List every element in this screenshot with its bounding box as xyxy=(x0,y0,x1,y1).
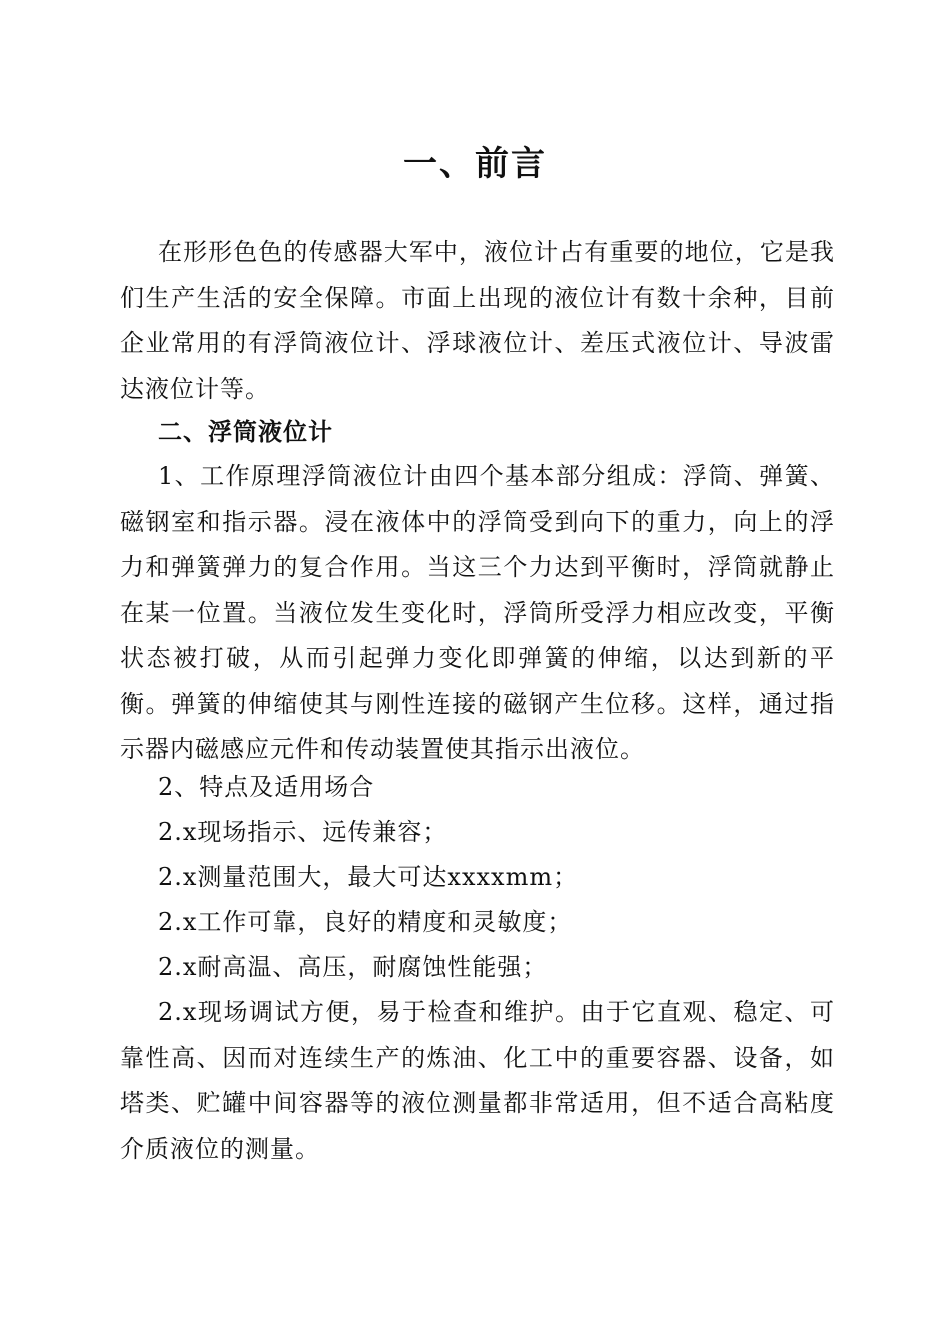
paragraph-features-heading: 2、特点及适用场合 xyxy=(158,773,375,801)
list-item-feature-3: 2.x工作可靠，良好的精度和灵敏度； xyxy=(158,908,573,936)
document-title: 一、前言 xyxy=(403,144,547,184)
list-item-feature-5: 2.x现场调试方便，易于检查和维护。由于它直观、稳定、可靠性高、因而对连续生产的炼油、化工中的重要容器、设备，如塔类、贮罐中间容器等的液位测量都非常适用，但不适合高粘度介质液位的测量。 xyxy=(120,998,835,1163)
section-heading-float-level-gauge: 二、浮筒液位计 xyxy=(158,418,333,446)
list-item-feature-4: 2.x耐高温、高压，耐腐蚀性能强； xyxy=(158,953,548,981)
list-item-feature-2: 2.x测量范围大，最大可达xxxxmm； xyxy=(158,863,579,891)
list-item-feature-1: 2.x现场指示、远传兼容； xyxy=(158,818,448,846)
paragraph-intro: 在形形色色的传感器大军中，液位计占有重要的地位，它是我们生产生活的安全保障。市面上出现的液位计有数十余种，目前企业常用的有浮筒液位计、浮球液位计、差压式液位计、导波雷达液位计等。 xyxy=(120,238,835,403)
paragraph-working-principle: 1、工作原理浮筒液位计由四个基本部分组成：浮筒、弹簧、磁钢室和指示器。浸在液体中的浮筒受到向下的重力，向上的浮力和弹簧弹力的复合作用。当这三个力达到平衡时，浮筒就静止在某一位置。当液位发生变化时，浮筒所受浮力相应改变，平衡状态被打破，从而引起弹力变化即弹簧的伸缩，以达到新的平衡。弹簧的伸缩使其与刚性连接的磁钢产生位移。这样，通过指示器内磁感应元件和传动装置使其指示出液位。 xyxy=(120,462,835,763)
